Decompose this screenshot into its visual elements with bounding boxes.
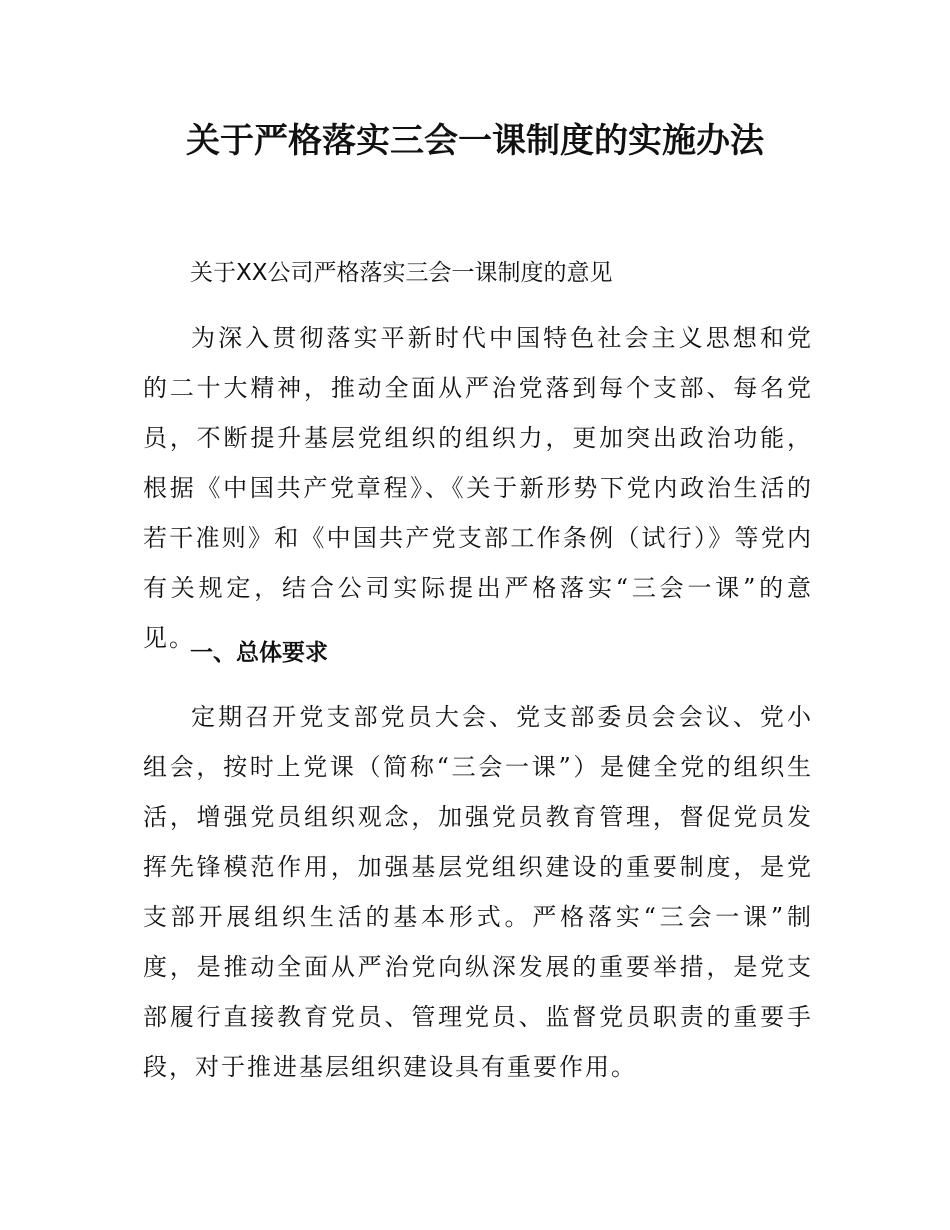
- section-heading-general-requirements: 一、总体要求: [190, 640, 328, 666]
- intro-paragraph: 为深入贯彻落实平新时代中国特色社会主义思想和党的二十大精神，推动全面从严治党落到每个支部、每名党员，不断提升基层党组织的组织力，更加突出政治功能，根据《中国共产党章程》、《关于新形势下党内政治生活的若干准则》和《中国共产党支部工作条例（试行）》等党内有关规定，结合公司实际提出严格落实“三会一课”的意见。: [143, 324, 813, 652]
- document-title: 关于严格落实三会一课制度的实施办法: [186, 121, 764, 161]
- document-subtitle: 关于XX公司严格落实三会一课制度的意见: [190, 260, 613, 286]
- general-requirements-paragraph: 定期召开党支部党员大会、党支部委员会会议、党小组会，按时上党课（简称“三会一课”）是健全党的组织生活，增强党员组织观念，加强党员教育管理，督促党员发挥先锋模范作用，加强基层党组织建设的重要制度，是党支部开展组织生活的基本形式。严格落实“三会一课”制度，是推动全面从严治党向纵深发展的重要举措，是党支部履行直接教育党员、管理党员、监督党员职责的重要手段，对于推进基层组织建设具有重要作用。: [143, 703, 813, 1081]
